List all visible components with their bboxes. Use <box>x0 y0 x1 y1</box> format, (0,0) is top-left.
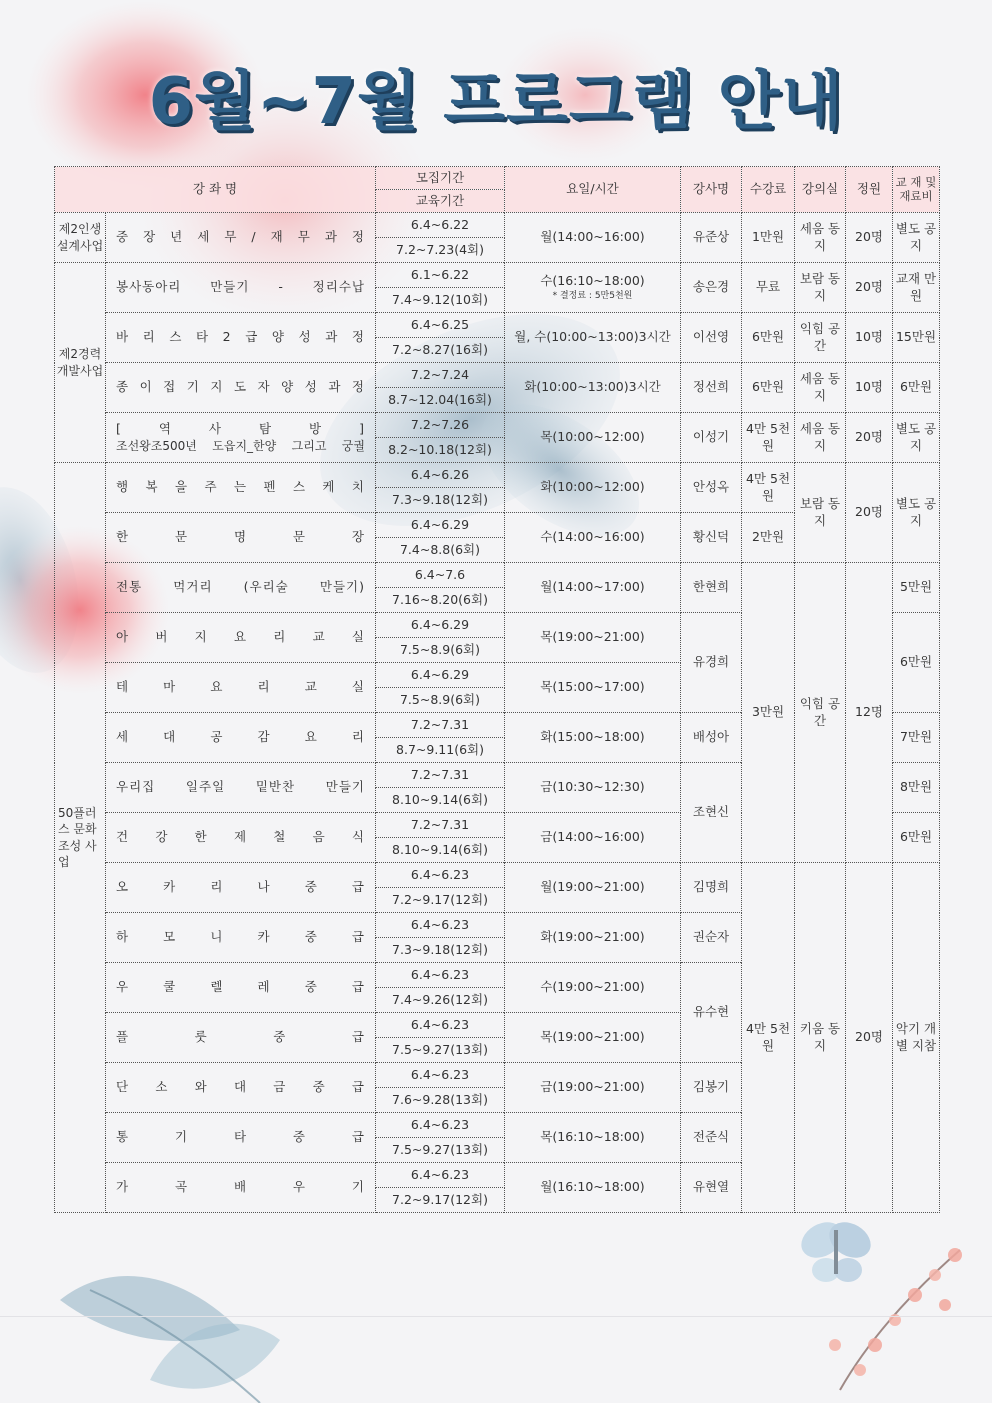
instructor: 김명희 <box>681 863 742 913</box>
schedule-text: 수(16:10~18:00) <box>540 272 645 288</box>
edu-period: 7.3~9.18(12회) <box>376 488 505 513</box>
recruit-period: 6.4~6.29 <box>376 613 505 638</box>
edu-period: 7.16~8.20(6회) <box>376 588 505 613</box>
edu-period: 8.7~9.11(6회) <box>376 738 505 763</box>
course-name: 테 마 요 리 교 실 <box>106 663 376 713</box>
room: 세움 동지 <box>795 213 846 263</box>
course-name: 전통 먹거리 (우리술 만들기) <box>106 563 376 613</box>
capacity: 20명 <box>846 213 893 263</box>
instructor: 유현열 <box>681 1163 742 1213</box>
edu-period: 7.2~8.27(16회) <box>376 338 505 363</box>
col-fee: 수강료 <box>742 167 795 213</box>
fee: 4만 5천원 <box>742 413 795 463</box>
recruit-period: 6.4~6.23 <box>376 1063 505 1088</box>
instructor: 유준상 <box>681 213 742 263</box>
instructor: 황신덕 <box>681 513 742 563</box>
schedule: 수(19:00~21:00) <box>505 963 681 1013</box>
instructor: 유수현 <box>681 963 742 1063</box>
room: 키움 동지 <box>795 863 846 1213</box>
course-name: 아 버 지 요 리 교 실 <box>106 613 376 663</box>
schedule: 금(19:00~21:00) <box>505 1063 681 1113</box>
edu-period: 7.5~8.9(6회) <box>376 688 505 713</box>
course-name: 우 쿨 렐 레 중 급 <box>106 963 376 1013</box>
schedule: 목(15:00~17:00) <box>505 663 681 713</box>
schedule <box>505 263 681 313</box>
col-edu: 교육기간 <box>376 190 505 213</box>
recruit-period: 6.4~6.22 <box>376 213 505 238</box>
course-name-line1: [ 역 사 탐 방 ] <box>116 420 365 436</box>
edu-period: 8.2~10.18(12회) <box>376 438 505 463</box>
room: 익힘 공간 <box>795 563 846 863</box>
recruit-period: 6.4~6.23 <box>376 913 505 938</box>
col-time: 요일/시간 <box>505 167 681 213</box>
fee: 2만원 <box>742 513 795 563</box>
instructor: 배성아 <box>681 713 742 763</box>
recruit-period: 6.4~6.23 <box>376 963 505 988</box>
recruit-period: 6.4~6.26 <box>376 463 505 488</box>
edu-period: 7.2~9.17(12회) <box>376 1188 505 1213</box>
schedule: 화(19:00~21:00) <box>505 913 681 963</box>
instructor: 유경희 <box>681 613 742 713</box>
schedule: 목(16:10~18:00) <box>505 1113 681 1163</box>
course-name: 오 카 리 나 중 급 <box>106 863 376 913</box>
room: 보람 동지 <box>795 263 846 313</box>
capacity: 10명 <box>846 363 893 413</box>
recruit-period: 6.4~6.29 <box>376 513 505 538</box>
edu-period: 7.3~9.18(12회) <box>376 938 505 963</box>
recruit-period: 6.4~6.23 <box>376 863 505 888</box>
course-name <box>106 413 376 463</box>
course-name: 우리집 일주일 밑반찬 만들기 <box>106 763 376 813</box>
course-name-line2: 조선왕조500년 도읍지_한양 그리고 궁궐 <box>116 438 365 453</box>
capacity: 10명 <box>846 313 893 363</box>
recruit-period: 6.1~6.22 <box>376 263 505 288</box>
material: 6만원 <box>893 813 940 863</box>
schedule: 금(14:00~16:00) <box>505 813 681 863</box>
material: 6만원 <box>893 613 940 713</box>
butterfly <box>795 1215 877 1282</box>
recruit-period: 6.4~6.25 <box>376 313 505 338</box>
capacity: 20명 <box>846 863 893 1213</box>
footer-divider <box>0 1316 992 1317</box>
category-2: 제2경력 개발사업 <box>55 263 106 463</box>
instructor: 정선희 <box>681 363 742 413</box>
col-course: 강 좌 명 <box>55 167 376 213</box>
edu-period: 7.2~7.23(4회) <box>376 238 505 263</box>
fee: 4만 5천원 <box>742 463 795 513</box>
course-name: 단 소 와 대 금 중 급 <box>106 1063 376 1113</box>
instructor: 송은경 <box>681 263 742 313</box>
course-name: 한 문 명 문 장 <box>106 513 376 563</box>
course-name: 세 대 공 감 요 리 <box>106 713 376 763</box>
schedule: 화(10:00~13:00)3시간 <box>505 363 681 413</box>
room: 세움 동지 <box>795 413 846 463</box>
course-name: 통 기 타 중 급 <box>106 1113 376 1163</box>
room: 보람 동지 <box>795 463 846 563</box>
schedule: 월, 수(10:00~13:00)3시간 <box>505 313 681 363</box>
material: 6만원 <box>893 363 940 413</box>
schedule: 화(15:00~18:00) <box>505 713 681 763</box>
capacity: 20명 <box>846 263 893 313</box>
recruit-period: 6.4~6.23 <box>376 1113 505 1138</box>
material: 별도 공지 <box>893 213 940 263</box>
capacity: 20명 <box>846 413 893 463</box>
material: 8만원 <box>893 763 940 813</box>
col-capacity: 정원 <box>846 167 893 213</box>
fee: 6만원 <box>742 363 795 413</box>
material: 교재 만원 <box>893 263 940 313</box>
edu-period: 7.4~9.12(10회) <box>376 288 505 313</box>
recruit-period: 7.2~7.31 <box>376 713 505 738</box>
edu-period: 7.4~9.26(12회) <box>376 988 505 1013</box>
edu-period: 7.5~9.27(13회) <box>376 1038 505 1063</box>
schedule: 월(19:00~21:00) <box>505 863 681 913</box>
instructor: 안성옥 <box>681 463 742 513</box>
material: 악기 개별 지참 <box>893 863 940 1213</box>
recruit-period: 7.2~7.31 <box>376 813 505 838</box>
fee: 1만원 <box>742 213 795 263</box>
schedule-note: * 결정료 : 5만5천원 <box>552 290 633 301</box>
course-name: 중 장 년 세 무 / 재 무 과 정 <box>106 213 376 263</box>
material: 15만원 <box>893 313 940 363</box>
instructor: 권순자 <box>681 913 742 963</box>
material: 별도 공지 <box>893 413 940 463</box>
instructor: 이선영 <box>681 313 742 363</box>
recruit-period: 6.4~7.6 <box>376 563 505 588</box>
col-recruit: 모집기간 <box>376 167 505 190</box>
material: 5만원 <box>893 563 940 613</box>
course-name: 플 룻 중 급 <box>106 1013 376 1063</box>
recruit-period: 6.4~6.29 <box>376 663 505 688</box>
schedule: 수(14:00~16:00) <box>505 513 681 563</box>
fee: 4만 5천원 <box>742 863 795 1213</box>
edu-period: 7.5~9.27(13회) <box>376 1138 505 1163</box>
schedule: 월(14:00~16:00) <box>505 213 681 263</box>
material: 별도 공지 <box>893 463 940 563</box>
category-1: 제2인생 설계사업 <box>55 213 106 263</box>
recruit-period: 7.2~7.31 <box>376 763 505 788</box>
course-name: 가 곡 배 우 기 <box>106 1163 376 1213</box>
capacity: 20명 <box>846 463 893 563</box>
recruit-period: 6.4~6.23 <box>376 1013 505 1038</box>
edu-period: 7.5~8.9(6회) <box>376 638 505 663</box>
edu-period: 7.2~9.17(12회) <box>376 888 505 913</box>
course-name: 건 강 한 제 철 음 식 <box>106 813 376 863</box>
fee: 무료 <box>742 263 795 313</box>
schedule: 목(19:00~21:00) <box>505 613 681 663</box>
edu-period: 8.10~9.14(6회) <box>376 788 505 813</box>
course-name: 종 이 접 기 지 도 자 양 성 과 정 <box>106 363 376 413</box>
schedule: 목(19:00~21:00) <box>505 1013 681 1063</box>
recruit-period: 7.2~7.24 <box>376 363 505 388</box>
course-name: 하 모 니 카 중 급 <box>106 913 376 963</box>
instructor: 김봉기 <box>681 1063 742 1113</box>
schedule: 월(16:10~18:00) <box>505 1163 681 1213</box>
course-name: 바 리 스 타 2 급 양 성 과 정 <box>106 313 376 363</box>
instructor: 이성기 <box>681 413 742 463</box>
fee: 6만원 <box>742 313 795 363</box>
category-3: 50플러스 문화조성 사 업 <box>55 463 106 1213</box>
schedule: 화(10:00~12:00) <box>505 463 681 513</box>
material: 7만원 <box>893 713 940 763</box>
schedule: 월(14:00~17:00) <box>505 563 681 613</box>
instructor: 한현희 <box>681 563 742 613</box>
course-name: 행 복 을 주 는 펜 스 케 치 <box>106 463 376 513</box>
col-room: 강의실 <box>795 167 846 213</box>
col-instructor: 강사명 <box>681 167 742 213</box>
instructor: 전준식 <box>681 1113 742 1163</box>
schedule: 목(10:00~12:00) <box>505 413 681 463</box>
col-material: 교 재 및 재료비 <box>893 167 940 213</box>
capacity: 12명 <box>846 563 893 863</box>
edu-period: 8.7~12.04(16회) <box>376 388 505 413</box>
room: 세움 동지 <box>795 363 846 413</box>
room: 익힘 공간 <box>795 313 846 363</box>
recruit-period: 7.2~7.26 <box>376 413 505 438</box>
instructor: 조현신 <box>681 763 742 863</box>
program-table <box>54 166 940 1213</box>
recruit-period: 6.4~6.23 <box>376 1163 505 1188</box>
edu-period: 7.4~8.8(6회) <box>376 538 505 563</box>
edu-period: 8.10~9.14(6회) <box>376 838 505 863</box>
page-title: 6월~7월 프로그램 안내 <box>148 65 844 139</box>
schedule: 금(10:30~12:30) <box>505 763 681 813</box>
edu-period: 7.6~9.28(13회) <box>376 1088 505 1113</box>
course-name: 봉사동아리 만들기 - 정리수납 <box>106 263 376 313</box>
fee: 3만원 <box>742 563 795 863</box>
